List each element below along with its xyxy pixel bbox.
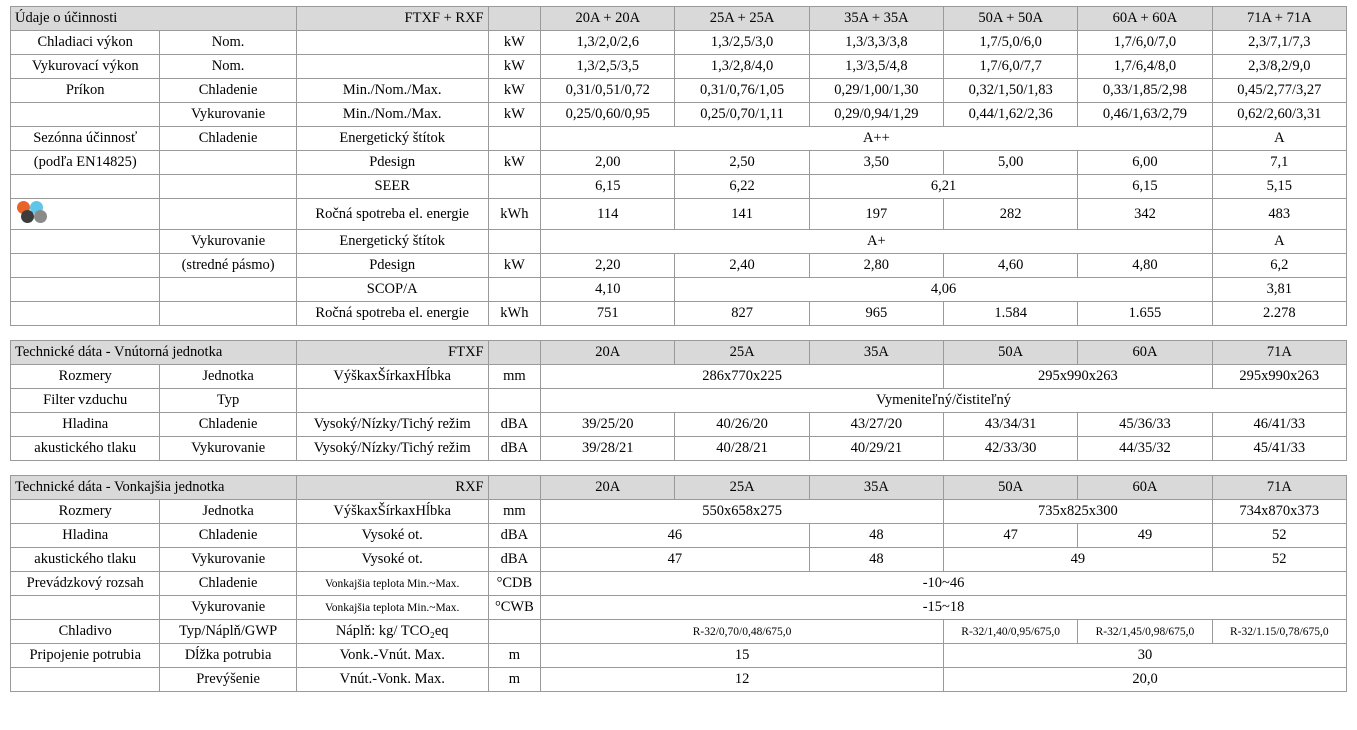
row-sublabel — [160, 278, 296, 302]
row-sublabel: Chladenie — [160, 572, 296, 596]
row-sublabel: Chladenie — [160, 79, 296, 103]
value-cell: 43/34/31 — [944, 413, 1078, 437]
column-header: 60A + 60A — [1078, 7, 1212, 31]
value-cell: 46 — [541, 524, 810, 548]
row-detail: Pdesign — [296, 151, 488, 175]
column-header: 50A + 50A — [944, 7, 1078, 31]
value-cell: 40/29/21 — [809, 437, 943, 461]
row-sublabel: Dĺžka potrubia — [160, 644, 296, 668]
value-cell: 1,3/2,0/2,6 — [541, 31, 675, 55]
row-unit: dBA — [488, 413, 541, 437]
row-unit: kW — [488, 103, 541, 127]
value-cell: 47 — [944, 524, 1078, 548]
value-cell: 20,0 — [944, 668, 1347, 692]
row-unit: m — [488, 668, 541, 692]
value-cell: 7,1 — [1212, 151, 1346, 175]
value-cell: 5,15 — [1212, 175, 1346, 199]
table-row — [11, 389, 1347, 413]
row-sublabel: Jednotka — [160, 500, 296, 524]
table-row — [11, 668, 1347, 692]
row-detail: SEER — [296, 175, 488, 199]
value-cell: 40/28/21 — [675, 437, 809, 461]
column-header: 60A — [1078, 476, 1212, 500]
value-cell: R-32/1,40/0,95/675,0 — [944, 620, 1078, 644]
value-cell: 6,15 — [541, 175, 675, 199]
table-unit-header — [488, 7, 541, 31]
row-detail: VýškaxŠírkaxHĺbka — [296, 500, 488, 524]
row-detail: Vonkajšia teplota Min.~Max. — [296, 596, 488, 620]
row-unit — [488, 389, 541, 413]
table-row — [11, 31, 1347, 55]
row-label: Vykurovací výkon — [11, 55, 160, 79]
row-label: Príkon — [11, 79, 160, 103]
column-header: 71A — [1212, 341, 1346, 365]
value-cell: 342 — [1078, 199, 1212, 230]
row-sublabel: Vykurovanie — [160, 548, 296, 572]
row-label: Pripojenie potrubia — [11, 644, 160, 668]
row-unit: °CWB — [488, 596, 541, 620]
column-header: 50A — [944, 476, 1078, 500]
row-detail — [296, 55, 488, 79]
value-cell: 6,21 — [809, 175, 1078, 199]
row-unit: kWh — [488, 302, 541, 326]
value-cell: 1,7/6,4/8,0 — [1078, 55, 1212, 79]
value-cell: 5,00 — [944, 151, 1078, 175]
column-header: 71A + 71A — [1212, 7, 1346, 31]
value-cell: 282 — [944, 199, 1078, 230]
row-unit — [488, 620, 541, 644]
value-cell: 0,29/0,94/1,29 — [809, 103, 943, 127]
row-detail — [296, 389, 488, 413]
value-cell: 735x825x300 — [944, 500, 1213, 524]
value-cell: 4,80 — [1078, 254, 1212, 278]
value-cell: 49 — [944, 548, 1213, 572]
row-label: Hladina — [11, 524, 160, 548]
value-cell: 751 — [541, 302, 675, 326]
table-row — [11, 365, 1347, 389]
row-sublabel: Nom. — [160, 55, 296, 79]
value-cell: 2,3/8,2/9,0 — [1212, 55, 1346, 79]
row-detail: Pdesign — [296, 254, 488, 278]
value-cell: 6,15 — [1078, 175, 1212, 199]
value-cell: 2,00 — [541, 151, 675, 175]
row-detail: Energetický štítok — [296, 230, 488, 254]
column-header: 20A — [541, 476, 675, 500]
value-cell: 2,3/7,1/7,3 — [1212, 31, 1346, 55]
value-cell: 141 — [675, 199, 809, 230]
value-cell: A++ — [541, 127, 1212, 151]
row-sublabel: Chladenie — [160, 413, 296, 437]
row-label: Chladivo — [11, 620, 160, 644]
table-row — [11, 278, 1347, 302]
row-label — [11, 668, 160, 692]
value-cell: A — [1212, 230, 1346, 254]
value-cell: 1,7/6,0/7,7 — [944, 55, 1078, 79]
value-cell: 42/33/30 — [944, 437, 1078, 461]
column-header: 20A — [541, 341, 675, 365]
value-cell: 40/26/20 — [675, 413, 809, 437]
row-sublabel: Jednotka — [160, 365, 296, 389]
spec-table-efficiency — [10, 6, 1347, 326]
row-sublabel: Nom. — [160, 31, 296, 55]
value-cell: 4,60 — [944, 254, 1078, 278]
column-header: 25A — [675, 476, 809, 500]
value-cell: 0,25/0,70/1,11 — [675, 103, 809, 127]
value-cell: 286x770x225 — [541, 365, 944, 389]
value-cell: 6,00 — [1078, 151, 1212, 175]
value-cell: 0,46/1,63/2,79 — [1078, 103, 1212, 127]
column-header: 25A + 25A — [675, 7, 809, 31]
row-sublabel — [160, 151, 296, 175]
value-cell: 0,62/2,60/3,31 — [1212, 103, 1346, 127]
row-unit: kW — [488, 151, 541, 175]
value-cell: R-32/1.15/0,78/675,0 — [1212, 620, 1346, 644]
value-cell: R-32/0,70/0,48/675,0 — [541, 620, 944, 644]
value-cell: 1.655 — [1078, 302, 1212, 326]
table-row — [11, 151, 1347, 175]
row-sublabel: Typ/Náplň/GWP — [160, 620, 296, 644]
value-cell: 4,06 — [675, 278, 1212, 302]
value-cell: 734x870x373 — [1212, 500, 1346, 524]
value-cell: 1,7/6,0/7,0 — [1078, 31, 1212, 55]
row-label — [11, 103, 160, 127]
value-cell: 550x658x275 — [541, 500, 944, 524]
row-sublabel: Vykurovanie — [160, 103, 296, 127]
table-model-label: RXF — [296, 476, 488, 500]
table-header-row — [11, 7, 1347, 31]
table-row — [11, 524, 1347, 548]
value-cell: 0,45/2,77/3,27 — [1212, 79, 1346, 103]
value-cell: 1,3/2,8/4,0 — [675, 55, 809, 79]
row-label: Filter vzduchu — [11, 389, 160, 413]
column-header: 35A + 35A — [809, 7, 943, 31]
value-cell: 2.278 — [1212, 302, 1346, 326]
value-cell: 39/25/20 — [541, 413, 675, 437]
value-cell: 49 — [1078, 524, 1212, 548]
value-cell: 45/36/33 — [1078, 413, 1212, 437]
value-cell: 39/28/21 — [541, 437, 675, 461]
row-detail: Vnút.-Vonk. Max. — [296, 668, 488, 692]
row-sublabel: Vykurovanie — [160, 596, 296, 620]
row-unit: kWh — [488, 199, 541, 230]
value-cell: 1,7/5,0/6,0 — [944, 31, 1078, 55]
table-row — [11, 572, 1347, 596]
row-label: Prevádzkový rozsah — [11, 572, 160, 596]
value-cell: 2,40 — [675, 254, 809, 278]
column-header: 50A — [944, 341, 1078, 365]
table-row — [11, 55, 1347, 79]
value-cell: -15~18 — [541, 596, 1347, 620]
row-sublabel — [160, 175, 296, 199]
spec-table-indoor — [10, 340, 1347, 461]
value-cell: 295x990x263 — [944, 365, 1213, 389]
row-label — [11, 302, 160, 326]
value-cell: 1.584 — [944, 302, 1078, 326]
table-row — [11, 302, 1347, 326]
value-cell: 46/41/33 — [1212, 413, 1346, 437]
row-unit — [488, 278, 541, 302]
brand-logo-icon — [17, 201, 61, 227]
row-detail: Ročná spotreba el. energie — [296, 302, 488, 326]
table-header-row — [11, 476, 1347, 500]
row-detail: Náplň: kg/ TCO₂eq — [296, 620, 488, 644]
row-unit — [488, 175, 541, 199]
row-detail: Vonkajšia teplota Min.~Max. — [296, 572, 488, 596]
row-label — [11, 254, 160, 278]
table-row — [11, 413, 1347, 437]
row-unit: kW — [488, 55, 541, 79]
row-unit: dBA — [488, 437, 541, 461]
row-label: Rozmery — [11, 365, 160, 389]
row-sublabel: Chladenie — [160, 524, 296, 548]
column-header: 71A — [1212, 476, 1346, 500]
value-cell: Vymeniteľný/čistiteľný — [541, 389, 1347, 413]
row-detail: Ročná spotreba el. energie — [296, 199, 488, 230]
row-sublabel: Vykurovanie — [160, 230, 296, 254]
row-sublabel: Prevýšenie — [160, 668, 296, 692]
column-header: 35A — [809, 341, 943, 365]
value-cell: 30 — [944, 644, 1347, 668]
value-cell: 44/35/32 — [1078, 437, 1212, 461]
row-label: Chladiaci výkon — [11, 31, 160, 55]
table-header-row — [11, 341, 1347, 365]
row-label: Hladina — [11, 413, 160, 437]
row-unit: kW — [488, 79, 541, 103]
value-cell: 52 — [1212, 524, 1346, 548]
value-cell: 1,3/2,5/3,5 — [541, 55, 675, 79]
table-row — [11, 596, 1347, 620]
row-unit: °CDB — [488, 572, 541, 596]
value-cell: 0,25/0,60/0,95 — [541, 103, 675, 127]
row-unit — [488, 127, 541, 151]
value-cell: 6,2 — [1212, 254, 1346, 278]
value-cell: 827 — [675, 302, 809, 326]
row-unit: kW — [488, 254, 541, 278]
row-label: akustického tlaku — [11, 437, 160, 461]
table-row — [11, 500, 1347, 524]
value-cell: R-32/1,45/0,98/675,0 — [1078, 620, 1212, 644]
column-header: 60A — [1078, 341, 1212, 365]
row-sublabel: Chladenie — [160, 127, 296, 151]
row-unit — [488, 230, 541, 254]
value-cell: 45/41/33 — [1212, 437, 1346, 461]
row-detail: VýškaxŠírkaxHĺbka — [296, 365, 488, 389]
table-row — [11, 620, 1347, 644]
row-label: Sezónna účinnosť — [11, 127, 160, 151]
column-header: 35A — [809, 476, 943, 500]
value-cell: 0,29/1,00/1,30 — [809, 79, 943, 103]
value-cell: 48 — [809, 524, 943, 548]
row-detail: SCOP/A — [296, 278, 488, 302]
row-sublabel — [160, 302, 296, 326]
row-sublabel: Typ — [160, 389, 296, 413]
value-cell: 483 — [1212, 199, 1346, 230]
row-detail: Min./Nom./Max. — [296, 79, 488, 103]
column-header: 25A — [675, 341, 809, 365]
value-cell: 3,50 — [809, 151, 943, 175]
value-cell: A — [1212, 127, 1346, 151]
value-cell: 12 — [541, 668, 944, 692]
value-cell: 1,3/2,5/3,0 — [675, 31, 809, 55]
value-cell: 52 — [1212, 548, 1346, 572]
table-unit-header — [488, 341, 541, 365]
value-cell: 0,31/0,76/1,05 — [675, 79, 809, 103]
table-row — [11, 230, 1347, 254]
row-label: (podľa EN14825) — [11, 151, 160, 175]
table-row — [11, 103, 1347, 127]
row-label — [11, 230, 160, 254]
value-cell: 2,20 — [541, 254, 675, 278]
row-label: akustického tlaku — [11, 548, 160, 572]
row-detail: Vysoký/Nízky/Tichý režim — [296, 413, 488, 437]
row-detail: Min./Nom./Max. — [296, 103, 488, 127]
value-cell: 3,81 — [1212, 278, 1346, 302]
table-row — [11, 79, 1347, 103]
spec-table-outdoor — [10, 475, 1347, 692]
table-row — [11, 199, 1347, 230]
row-sublabel: Vykurovanie — [160, 437, 296, 461]
value-cell: 0,33/1,85/2,98 — [1078, 79, 1212, 103]
row-detail: Vysoké ot. — [296, 548, 488, 572]
value-cell: 965 — [809, 302, 943, 326]
value-cell: 1,3/3,3/3,8 — [809, 31, 943, 55]
table-row — [11, 437, 1347, 461]
row-detail: Vysoké ot. — [296, 524, 488, 548]
row-unit: mm — [488, 365, 541, 389]
row-label — [11, 278, 160, 302]
row-unit: dBA — [488, 548, 541, 572]
row-unit: kW — [488, 31, 541, 55]
row-label: Rozmery — [11, 500, 160, 524]
row-label — [11, 175, 160, 199]
value-cell: 6,22 — [675, 175, 809, 199]
value-cell: -10~46 — [541, 572, 1347, 596]
value-cell: 295x990x263 — [1212, 365, 1346, 389]
value-cell: 197 — [809, 199, 943, 230]
value-cell: 43/27/20 — [809, 413, 943, 437]
row-label — [11, 596, 160, 620]
table-row — [11, 127, 1347, 151]
table-title: Technické dáta - Vnútorná jednotka — [11, 341, 297, 365]
column-header: 20A + 20A — [541, 7, 675, 31]
row-detail: Vonk.-Vnút. Max. — [296, 644, 488, 668]
tables-container — [10, 6, 1347, 692]
value-cell: 47 — [541, 548, 810, 572]
row-detail: Energetický štítok — [296, 127, 488, 151]
row-detail: Vysoký/Nízky/Tichý režim — [296, 437, 488, 461]
value-cell: 15 — [541, 644, 944, 668]
table-row — [11, 254, 1347, 278]
table-title: Údaje o účinnosti — [11, 7, 297, 31]
value-cell: A+ — [541, 230, 1212, 254]
daikin-logo-cell — [11, 199, 160, 230]
row-detail — [296, 31, 488, 55]
value-cell: 0,44/1,62/2,36 — [944, 103, 1078, 127]
value-cell: 2,50 — [675, 151, 809, 175]
value-cell: 1,3/3,5/4,8 — [809, 55, 943, 79]
row-unit: mm — [488, 500, 541, 524]
table-unit-header — [488, 476, 541, 500]
table-row — [11, 548, 1347, 572]
row-sublabel: (stredné pásmo) — [160, 254, 296, 278]
value-cell: 114 — [541, 199, 675, 230]
value-cell: 2,80 — [809, 254, 943, 278]
value-cell: 0,32/1,50/1,83 — [944, 79, 1078, 103]
row-sublabel — [160, 199, 296, 230]
table-row — [11, 175, 1347, 199]
value-cell: 4,10 — [541, 278, 675, 302]
table-row — [11, 644, 1347, 668]
value-cell: 48 — [809, 548, 943, 572]
value-cell: 0,31/0,51/0,72 — [541, 79, 675, 103]
row-unit: dBA — [488, 524, 541, 548]
row-unit: m — [488, 644, 541, 668]
table-model-label: FTXF — [296, 341, 488, 365]
table-title: Technické dáta - Vonkajšia jednotka — [11, 476, 297, 500]
table-model-label: FTXF + RXF — [296, 7, 488, 31]
